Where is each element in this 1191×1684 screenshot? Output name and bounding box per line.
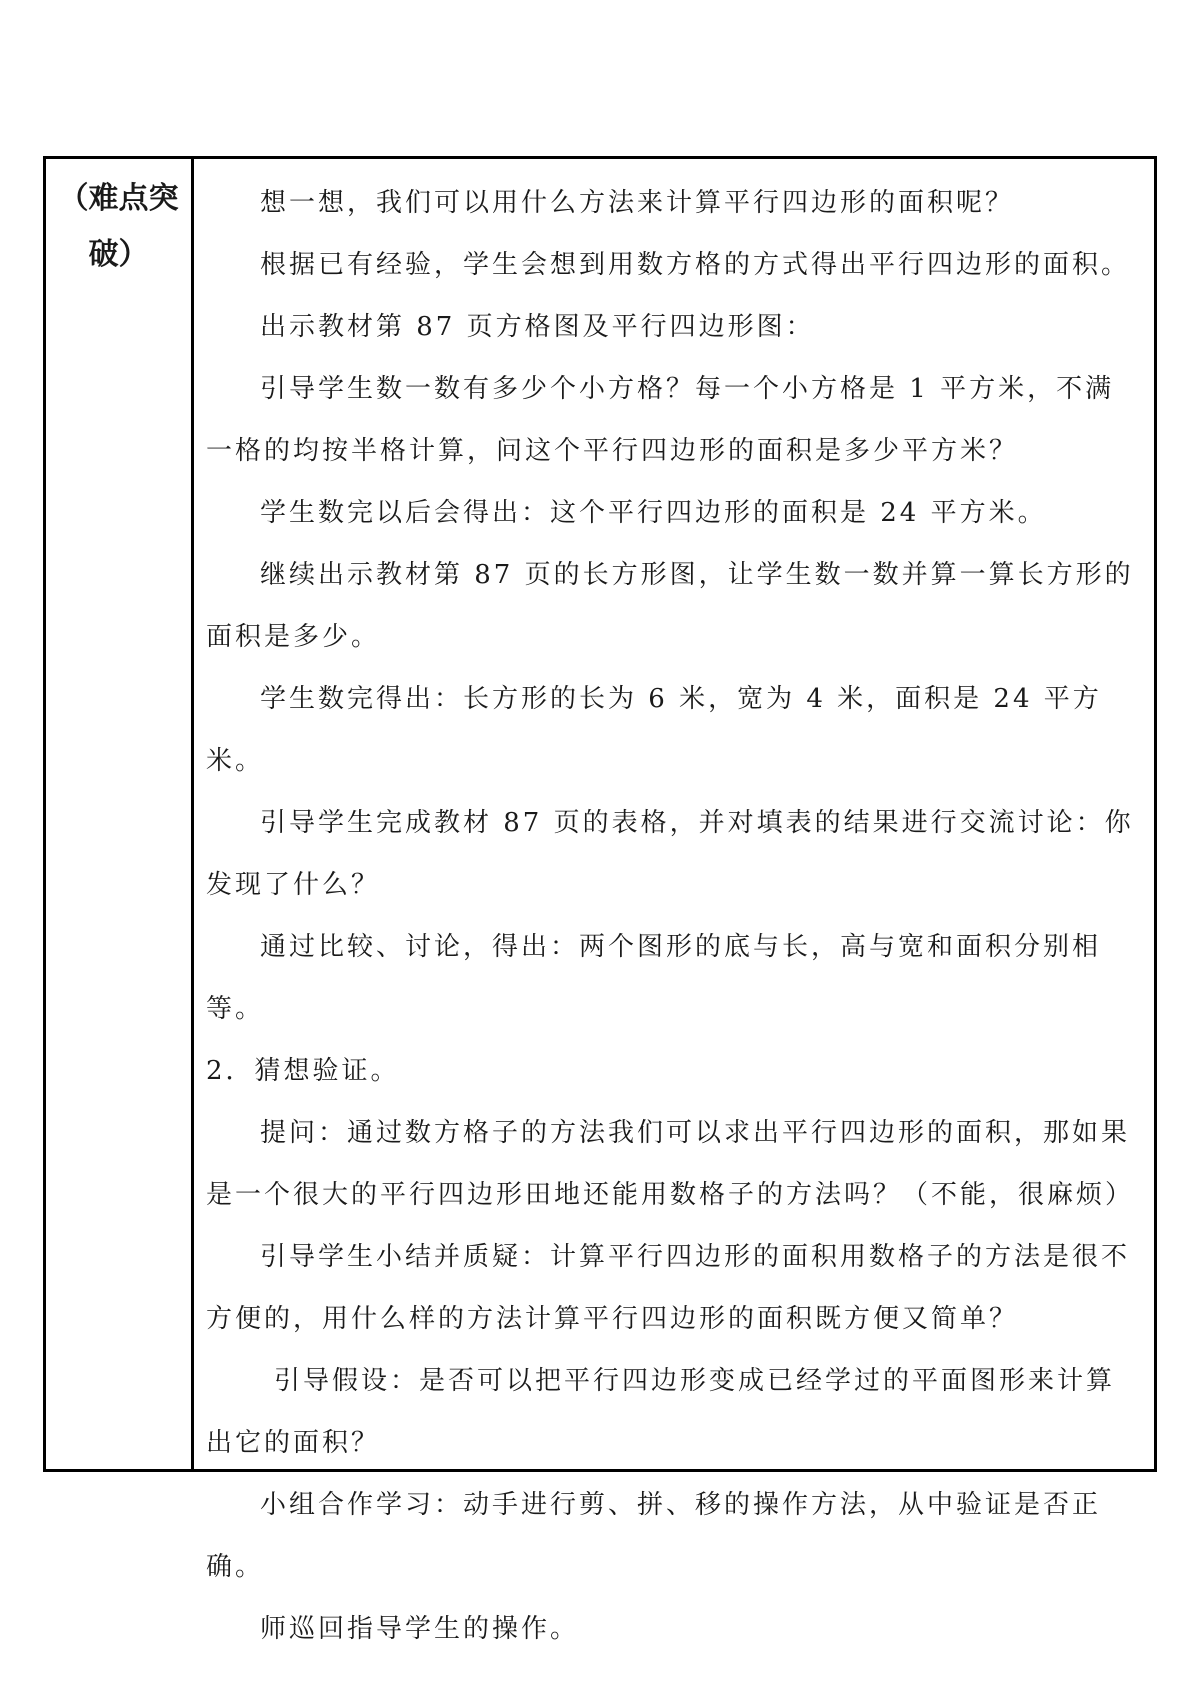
paragraph: 通过比较、讨论，得出：两个图形的底与长，高与宽和面积分别相等。 <box>206 932 1102 1024</box>
paragraph: 引导学生数一数有多少个小方格？每一个小方格是 1 平方米，不满一格的均按半格计算，问这个平行四边形的面积是多少平方米？ <box>206 374 1115 466</box>
section-label-line1: （难点突 <box>58 181 179 216</box>
paragraph: 学生数完得出：长方形的长为 6 米，宽为 4 米，面积是 24 平方米。 <box>206 684 1102 776</box>
lesson-table <box>43 156 1157 1644</box>
paragraph: 小组合作学习：动手进行剪、拼、移的操作方法，从中验证是否正确。 <box>206 1490 1102 1582</box>
section-label-line2: 破） <box>88 237 149 272</box>
content-cell <box>194 159 1154 1644</box>
step-heading: 2．猜想验证。 <box>206 1056 400 1086</box>
paragraph: 学生数完以后会得出：这个平行四边形的面积是 24 平方米。 <box>260 498 1047 528</box>
section-label-cell <box>46 159 194 1469</box>
paragraph: 师巡回指导学生的操作。 <box>260 1614 580 1644</box>
paragraph: 继续出示教材第 87 页的长方形图，让学生数一数并算一算长方形的面积是多少。 <box>206 560 1134 652</box>
paragraph: 根据已有经验，学生会想到用数方格的方式得出平行四边形的面积。 <box>260 250 1131 280</box>
paragraph: 出示教材第 87 页方格图及平行四边形图： <box>260 312 815 342</box>
paragraph: 引导学生完成教材 87 页的表格，并对填表的结果进行交流讨论：你发现了什么？ <box>206 808 1134 900</box>
paragraph: 提问：通过数方格子的方法我们可以求出平行四边形的面积，那如果是一个很大的平行四边形田地还能用数格子的方法吗？（不能，很麻烦） <box>206 1118 1135 1210</box>
paragraph: 引导学生小结并质疑：计算平行四边形的面积用数格子的方法是很不方便的，用什么样的方法计算平行四边形的面积既方便又简单？ <box>206 1242 1131 1334</box>
paragraph: 引导假设：是否可以把平行四边形变成已经学过的平面图形来计算出它的面积？ <box>206 1366 1116 1458</box>
paragraph: 想一想，我们可以用什么方法来计算平行四边形的面积呢？ <box>260 188 1015 218</box>
